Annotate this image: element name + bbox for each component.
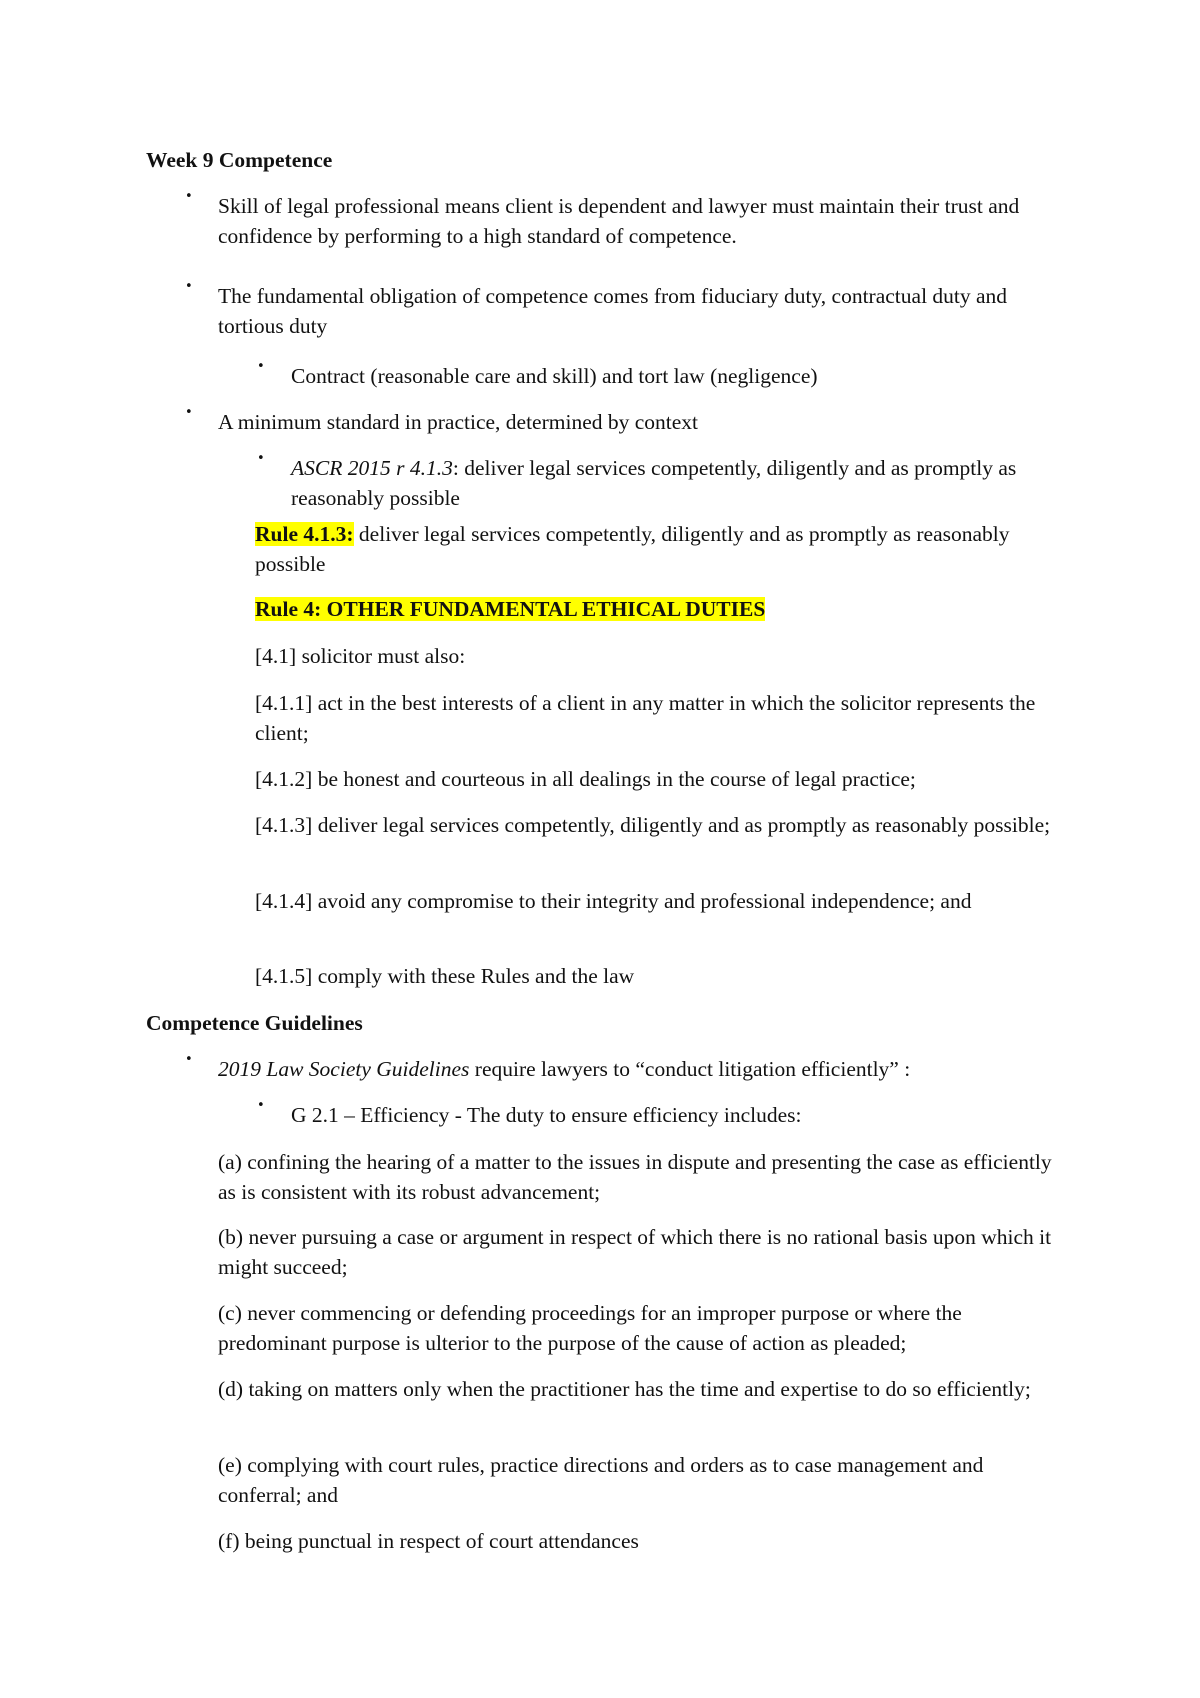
guideline-item-a: (a) confining the hearing of a matter to the issues in dispute and presenting the case as efficiently as is consistent with its robust advancement; [218,1150,1052,1204]
bullet-marker: • [185,1052,193,1067]
bullet-marker: • [185,405,193,420]
rule-4-1-3: [4.1.3] deliver legal services competently, diligently and as promptly as reasonably possible; [255,813,1051,837]
ascr-rule-text: : deliver legal services competently, diligently and as promptly as reasonably possible [291,456,1017,510]
bullet-marker: • [257,359,265,374]
sub-bullet-ascr-rule [291,453,1071,513]
bullet-marker: • [185,279,193,294]
rule-4-1-3-highlight: Rule 4.1.3: [255,522,354,546]
guideline-item-e: (e) complying with court rules, practice directions and orders as to case management and conferral; and [218,1453,984,1507]
guidelines-text: require lawyers to “conduct litigation efficiently” : [469,1057,911,1081]
bullet-law-society-guidelines [218,1054,1058,1084]
rule-4-highlight: Rule 4: OTHER FUNDAMENTAL ETHICAL DUTIES [255,597,766,621]
heading-competence-guidelines: Competence Guidelines [146,1011,363,1035]
heading-week-9-competence: Week 9 Competence [146,148,333,172]
rule-4-1-1: [4.1.1] act in the best interests of a client in any matter in which the solicitor represents the client; [255,691,1036,745]
guideline-item-d: (d) taking on matters only when the practitioner has the time and expertise to do so efficiently; [218,1377,1031,1401]
bullet-marker: • [257,1098,265,1113]
bullet-marker: • [185,189,193,204]
guideline-item-f: (f) being punctual in respect of court attendances [218,1529,639,1553]
sub-bullet-contract-tort: Contract (reasonable care and skill) and tort law (negligence) [291,364,818,388]
rule-4-1-3-paragraph [255,519,1055,579]
guidelines-citation: 2019 Law Society Guidelines [218,1057,470,1081]
bullet-fundamental-obligation: The fundamental obligation of competence comes from fiduciary duty, contractual duty and tortious duty [218,284,1008,338]
rule-4-1: [4.1] solicitor must also: [255,644,466,668]
bullet-minimum-standard: A minimum standard in practice, determined by context [218,410,699,434]
rule-4-heading-paragraph [255,594,1055,624]
guideline-item-b: (b) never pursuing a case or argument in respect of which there is no rational basis upon which it might succeed; [218,1225,1052,1279]
bullet-skill-of-legal-professional: Skill of legal professional means client is dependent and lawyer must maintain their trust and confidence by performing to a high standard of competence. [218,194,1020,248]
bullet-marker: • [257,451,265,466]
rule-4-1-2: [4.1.2] be honest and courteous in all dealings in the course of legal practice; [255,767,916,791]
rule-4-1-3-text: deliver legal services competently, diligently and as promptly as reasonably possible [255,522,1010,576]
sub-bullet-g-2-1-efficiency: G 2.1 – Efficiency - The duty to ensure efficiency includes: [291,1103,802,1127]
rule-4-1-4: [4.1.4] avoid any compromise to their integrity and professional independence; and [255,889,972,913]
rule-4-1-5: [4.1.5] comply with these Rules and the law [255,964,635,988]
guideline-item-c: (c) never commencing or defending proceedings for an improper purpose or where the predominant purpose is ulterior to the purpose of the cause of action as pleaded; [218,1301,962,1355]
ascr-citation: ASCR 2015 r 4.1.3 [291,456,453,480]
